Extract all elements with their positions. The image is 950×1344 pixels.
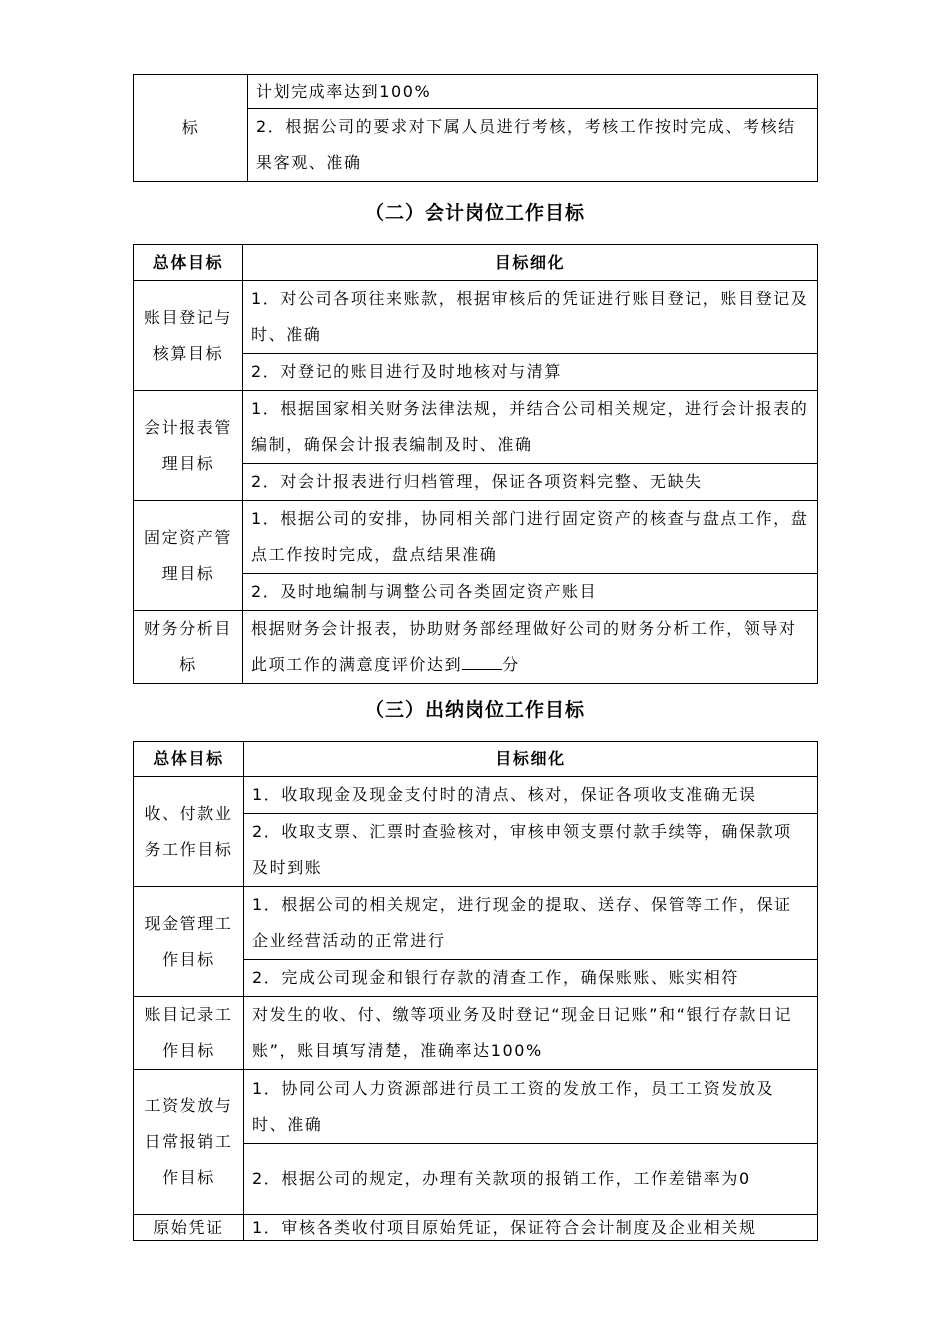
category-cell: 现金管理工作目标: [134, 887, 244, 997]
header-overall-goal: 总体目标: [134, 245, 243, 281]
goal-detail-cell: 1．根据公司的安排，协同相关部门进行固定资产的核查与盘点工作，盘点工作按时完成，盘点结果准确: [243, 501, 818, 574]
goal-detail-cell: 1．收取现金及现金支付时的清点、核对，保证各项收支准确无误: [244, 777, 818, 814]
goal-detail-cell: 1．协同公司人力资源部进行员工工资的发放工作，员工工资发放及时、准确: [244, 1070, 818, 1144]
goal-detail-cell: 2．根据公司的规定，办理有关款项的报销工作，工作差错率为0: [244, 1144, 818, 1215]
goal-detail-cell: 2．对会计报表进行归档管理，保证各项资料完整、无缺失: [243, 464, 818, 501]
category-cell: 会计报表管理目标: [134, 391, 243, 501]
goal-detail-cell: 1．审核各类收付项目原始凭证，保证符合会计制度及企业相关规: [244, 1215, 818, 1241]
goal-detail-cell: 1．对公司各项往来账款，根据审核后的凭证进行账目登记，账目登记及时、准确: [243, 281, 818, 354]
header-overall-goal: 总体目标: [134, 742, 244, 777]
category-cell: 账目登记与核算目标: [134, 281, 243, 391]
goal-detail-cell: 1．根据国家相关财务法律法规，并结合公司相关规定，进行会计报表的编制，确保会计报表编制及时、准确: [243, 391, 818, 464]
header-goal-detail: 目标细化: [244, 742, 818, 777]
goal-detail-cell: 2．根据公司的要求对下属人员进行考核，考核工作按时完成、考核结果客观、准确: [248, 109, 818, 182]
management-goals-table-continued: [133, 74, 818, 182]
goal-text-unit: 分: [502, 655, 520, 674]
category-cell: 标: [134, 75, 248, 182]
category-cell: 固定资产管理目标: [134, 501, 243, 611]
goal-detail-cell: 2．及时地编制与调整公司各类固定资产账目: [243, 574, 818, 611]
accounting-goals-table: [133, 244, 818, 684]
category-cell: 财务分析目标: [134, 611, 243, 684]
goal-detail-cell: 2．收取支票、汇票时查验核对，审核申领支票付款手续等，确保款项及时到账: [244, 814, 818, 887]
fill-in-blank: [462, 651, 502, 670]
category-cell: 工资发放与日常报销工作目标: [134, 1070, 244, 1215]
cashier-goals-table: [133, 741, 818, 1241]
header-goal-detail: 目标细化: [243, 245, 818, 281]
goal-detail-cell: 2．对登记的账目进行及时地核对与清算: [243, 354, 818, 391]
goal-text: 根据财务会计报表，协助财务部经理做好公司的财务分析工作，领导对此项工作的满意度评价达到: [251, 619, 797, 674]
category-cell: 账目记录工作目标: [134, 997, 244, 1070]
goal-detail-cell: 2．完成公司现金和银行存款的清查工作，确保账账、账实相符: [244, 960, 818, 997]
category-cell: 原始凭证: [134, 1215, 244, 1241]
section-title-accounting: （二）会计岗位工作目标: [364, 202, 585, 224]
goal-detail-cell: [243, 611, 818, 684]
goal-detail-cell: 1．根据公司的相关规定，进行现金的提取、送存、保管等工作，保证企业经营活动的正常进行: [244, 887, 818, 960]
goal-detail-cell: 对发生的收、付、缴等项业务及时登记“现金日记账”和“银行存款日记账”，账目填写清楚，准确率达100%: [244, 997, 818, 1070]
section-title-cashier: （三）出纳岗位工作目标: [364, 699, 585, 721]
category-cell: 收、付款业务工作目标: [134, 777, 244, 887]
goal-detail-cell: 计划完成率达到100%: [248, 75, 818, 109]
